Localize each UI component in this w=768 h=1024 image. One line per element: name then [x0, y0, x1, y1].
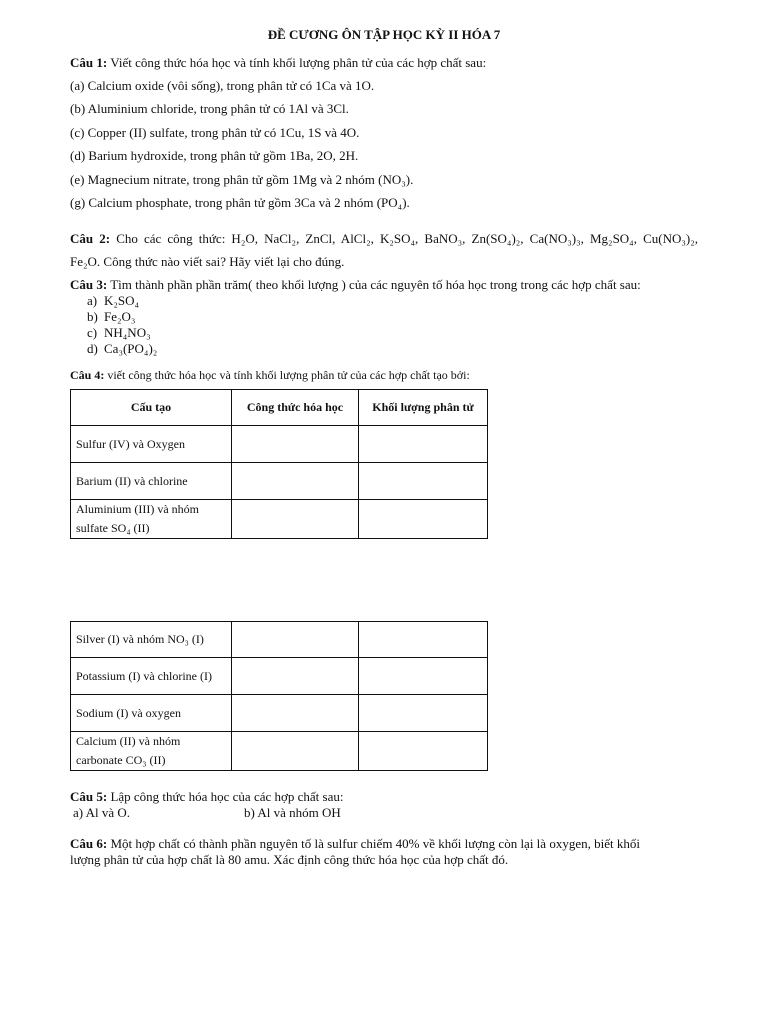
question-4: [70, 367, 470, 383]
table-row: [71, 658, 488, 695]
question-6: [70, 836, 640, 852]
question-5: [70, 789, 343, 805]
structure-cell: Barium (II) và chlorine: [71, 463, 232, 500]
question-3-text: Tìm thành phần phần trăm( theo khối lượng ) của các nguyên tố hóa học trong trong các hợp chất sau:: [107, 277, 641, 292]
q3-item-d: d) Ca₃(PO₄)₂: [87, 341, 158, 356]
mass-cell: [359, 463, 488, 500]
question-3: [70, 277, 641, 293]
question-6-text: Một hợp chất có thành phần nguyên tố là sulfur chiếm 40% về khối lượng còn lại là oxygen, biết khối: [107, 836, 640, 851]
table-header-row: [71, 390, 488, 426]
table-row: [71, 622, 488, 658]
question-5-text: Lập công thức hóa học của các hợp chất sau:: [107, 789, 344, 804]
mass-cell: [359, 732, 488, 771]
q5-item-b: b) Al và nhóm OH: [244, 805, 341, 820]
formula-cell: [232, 463, 359, 500]
structure-cell: Potassium (I) và chlorine (I): [71, 658, 232, 695]
question-2-line-1: [70, 231, 698, 247]
structure-cell: Aluminium (III) và nhóm sulfate SO₄ (II): [71, 500, 232, 539]
q1-item-e: (e) Magnecium nitrate, trong phân tử gồm 1Mg và 2 nhóm (NO₃).: [70, 172, 414, 187]
formula-cell: [232, 732, 359, 771]
q3-item-c: c) NH₄NO₃: [87, 325, 151, 340]
document-title: ĐỀ CƯƠNG ÔN TẬP HỌC KỲ II HÓA 7: [267, 27, 501, 42]
q1-item-b: (b) Aluminium chloride, trong phân tử có 1Al và 3Cl.: [70, 101, 349, 116]
formula-cell: [232, 695, 359, 732]
q1-item-a: (a) Calcium oxide (vôi sống), trong phân tử có 1Ca và 1O.: [70, 78, 375, 93]
structure-cell: Silver (I) và nhóm NO₃ (I): [71, 622, 232, 658]
structure-cell: Calcium (II) và nhóm carbonate CO₃ (II): [71, 732, 232, 771]
question-4-text: viết công thức hóa học và tính khối lượng phân tử của các hợp chất tạo bởi:: [104, 368, 470, 382]
structure-cell: Sodium (I) và oxygen: [71, 695, 232, 732]
table-row: [71, 463, 488, 500]
q5-item-a: a) Al và O.: [73, 805, 131, 820]
q1-item-g: (g) Calcium phosphate, trong phân tử gồm 3Ca và 2 nhóm (PO₄).: [70, 195, 410, 210]
header-formula: Công thức hóa học: [232, 390, 359, 426]
question-1: [70, 55, 486, 71]
table-row: [71, 500, 488, 539]
q1-item-d: (d) Barium hydroxide, trong phân tử gồm 1Ba, 2O, 2H.: [70, 148, 359, 163]
question-3-label: Câu 3:: [70, 277, 108, 292]
structure-cell: Sulfur (IV) và Oxygen: [71, 426, 232, 463]
question-1-text: Viết công thức hóa học và tính khối lượng phân tử của các hợp chất sau:: [107, 55, 487, 70]
q1-item-c: (c) Copper (II) sulfate, trong phân tử có 1Cu, 1S và 4O.: [70, 125, 360, 140]
question-2-text: Cho các công thức: H₂O, NaCl₂, ZnCl, AlCl₂, K₂SO₄, BaNO₃, Zn(SO₄)₂, Ca(NO₃)₃, Mg₂SO₄, Cu(NO₃)₂,: [116, 231, 698, 246]
question-2-label: Câu 2:: [70, 231, 111, 246]
mass-cell: [359, 500, 488, 539]
question-5-label: Câu 5:: [70, 789, 108, 804]
question-1-label: Câu 1:: [70, 55, 108, 70]
question-6-label: Câu 6:: [70, 836, 108, 851]
compound-table-1: [70, 389, 488, 539]
table-row: [71, 732, 488, 771]
table-row: [71, 426, 488, 463]
q3-item-b: b) Fe₂O₃: [87, 309, 136, 324]
mass-cell: [359, 695, 488, 732]
q3-item-a: a) K₂SO₄: [87, 293, 140, 308]
table-row: [71, 695, 488, 732]
formula-cell: [232, 500, 359, 539]
mass-cell: [359, 622, 488, 658]
mass-cell: [359, 658, 488, 695]
mass-cell: [359, 426, 488, 463]
formula-cell: [232, 658, 359, 695]
question-6-line-2: lượng phân tử của hợp chất là 80 amu. Xác định công thức hóa học của hợp chất đó.: [70, 852, 509, 867]
formula-cell: [232, 622, 359, 658]
question-2-line-2: Fe₂O. Công thức nào viết sai? Hãy viết lại cho đúng.: [70, 254, 345, 269]
header-molecular-mass: Khối lượng phân tử: [359, 390, 488, 426]
compound-table-2: [70, 621, 488, 771]
question-4-label: Câu 4:: [70, 368, 105, 382]
header-structure: Cấu tạo: [71, 390, 232, 426]
formula-cell: [232, 426, 359, 463]
